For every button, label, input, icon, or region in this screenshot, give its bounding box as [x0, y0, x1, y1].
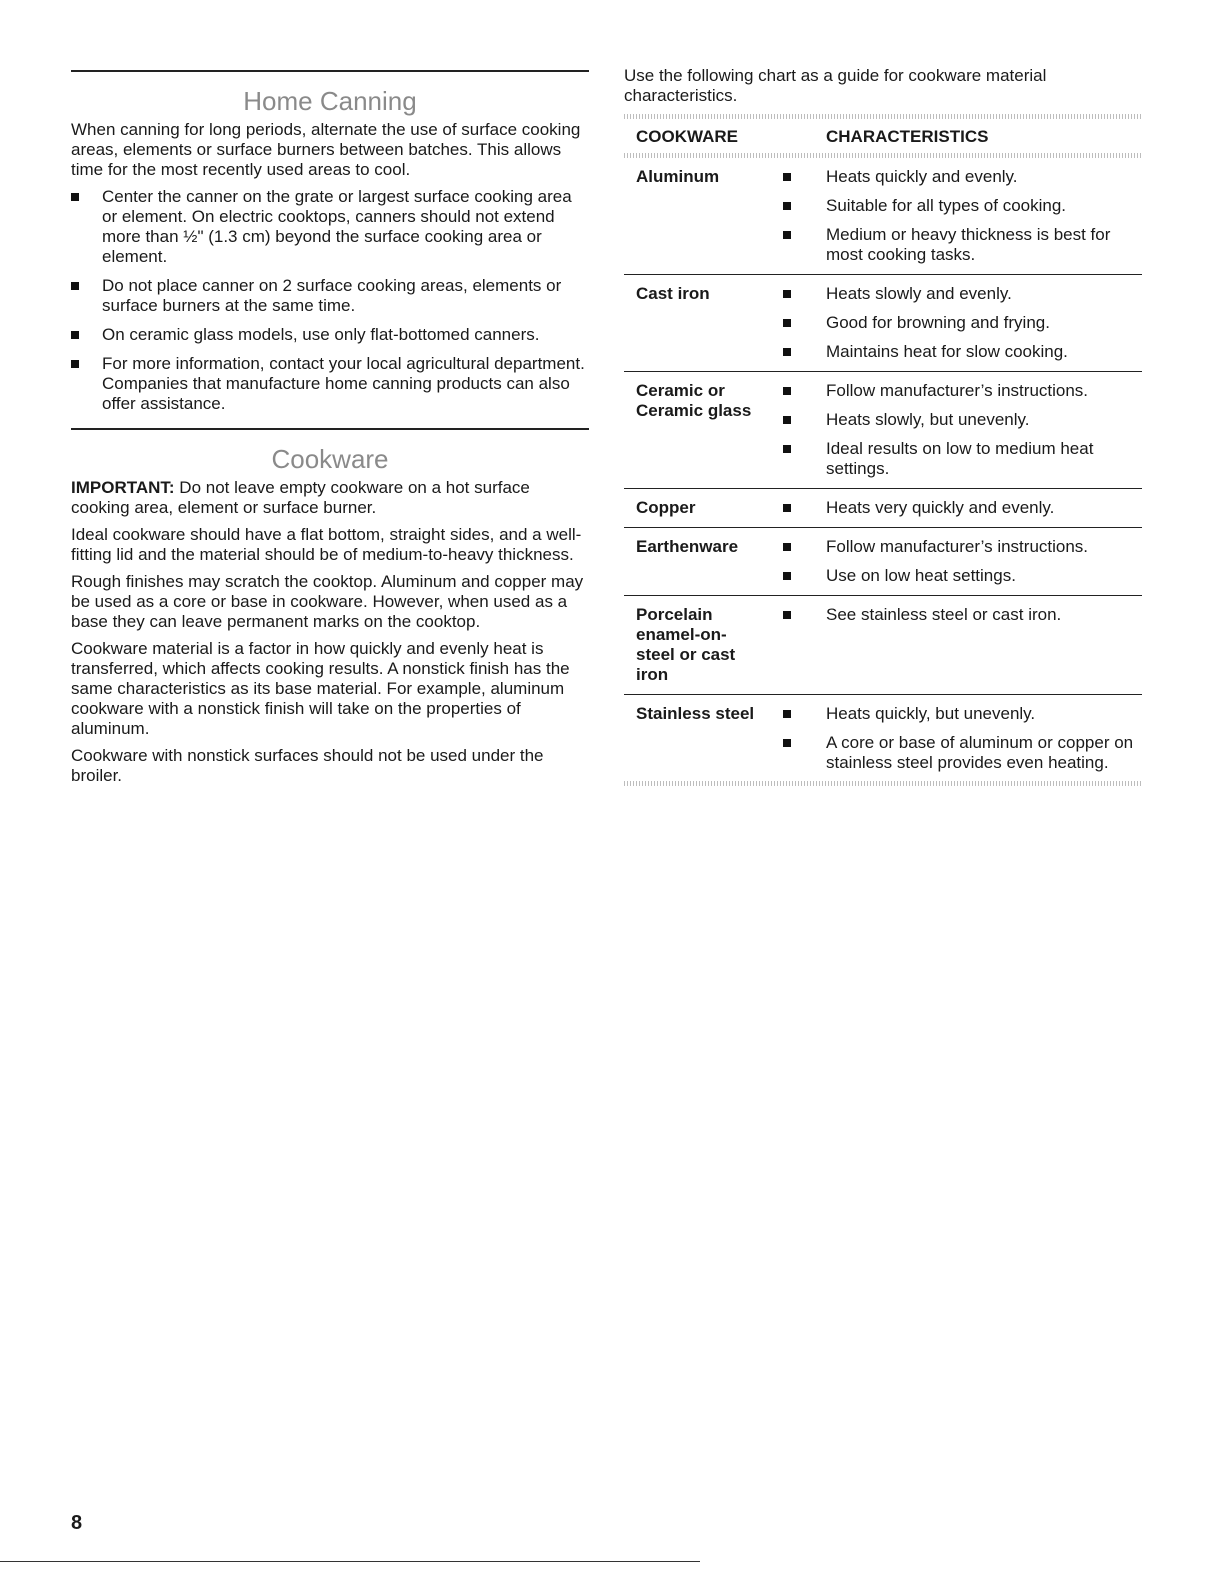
cookware-paragraph: Ideal cookware should have a flat bottom, straight sides, and a well-fitting lid and the material should be of medium-to-heavy thickness.: [71, 525, 582, 564]
list-item: [770, 196, 1142, 216]
table-row: [624, 372, 1142, 489]
list-item: [71, 325, 589, 345]
characteristic-text: A core or base of aluminum or copper on stainless steel provides even heating.: [826, 733, 1134, 772]
important-note: [71, 478, 589, 518]
section-divider: [71, 70, 589, 72]
material-name: Aluminum: [636, 167, 720, 186]
right-column: [624, 66, 1142, 786]
characteristic-text: Heats very quickly and evenly.: [826, 498, 1055, 517]
table-row: [624, 275, 1142, 372]
characteristic-text: Heats quickly, but unevenly.: [826, 704, 1036, 723]
list-item: [770, 439, 1142, 479]
bullet-square-icon: [71, 282, 79, 290]
characteristic-text: Heats slowly and evenly.: [826, 284, 1012, 303]
bullet-square-icon: [71, 360, 79, 368]
bullet-square-icon: [71, 331, 79, 339]
table-row: [624, 158, 1142, 275]
home-canning-intro: When canning for long periods, alternate the use of surface cooking areas, elements or surface burners between batches. This allows time for the most recently used areas to cool.: [71, 120, 581, 179]
characteristic-text: Heats slowly, but unevenly.: [826, 410, 1030, 429]
bullet-square-icon: [783, 445, 791, 453]
cookware-heading: Cookware: [271, 444, 389, 474]
list-item: [770, 704, 1142, 724]
material-name: Cast iron: [636, 284, 710, 303]
characteristic-text: See stainless steel or cast iron.: [826, 605, 1062, 624]
list-item: [770, 498, 1142, 518]
characteristic-text: Medium or heavy thickness is best for most cooking tasks.: [826, 225, 1111, 264]
bullet-text: Center the canner on the grate or largest surface cooking area or element. On electric cooktops, canners should not extend more than ½" (1.3 cm) beyond the surface cooking area or element.: [102, 187, 572, 266]
chart-header-row: [624, 119, 1142, 153]
characteristic-text: Heats quickly and evenly.: [826, 167, 1018, 186]
characteristics-list: [770, 498, 1142, 518]
section-divider: [71, 428, 589, 430]
list-item: [770, 313, 1142, 333]
material-name: Copper: [636, 498, 696, 517]
bullet-square-icon: [783, 416, 791, 424]
material-name: Ceramic or Ceramic glass: [636, 381, 752, 420]
chart-intro: Use the following chart as a guide for cookware material characteristics.: [624, 66, 1047, 105]
characteristic-text: Follow manufacturer’s instructions.: [826, 381, 1089, 400]
characteristics-list: [770, 284, 1142, 362]
list-item: [71, 276, 589, 316]
bullet-square-icon: [783, 739, 791, 747]
list-item: [770, 733, 1142, 773]
bullet-square-icon: [71, 193, 79, 201]
bullet-square-icon: [783, 572, 791, 580]
characteristics-list: [770, 704, 1142, 773]
material-name: Porcelain enamel-on-steel or cast iron: [636, 605, 736, 684]
characteristics-list: [770, 537, 1142, 586]
bullet-text: For more information, contact your local agricultural department. Companies that manufacture home canning products can also offer assistance.: [102, 354, 585, 413]
bullet-square-icon: [783, 504, 791, 512]
characteristic-text: Use on low heat settings.: [826, 566, 1016, 585]
list-item: [770, 605, 1142, 625]
list-item: [770, 167, 1142, 187]
list-item: [770, 537, 1142, 557]
characteristic-text: Good for browning and frying.: [826, 313, 1050, 332]
footer-rule: [0, 1561, 700, 1562]
header-cookware: COOKWARE: [636, 127, 738, 146]
list-item: [770, 284, 1142, 304]
cookware-paragraph: Rough finishes may scratch the cooktop. Aluminum and copper may be used as a core or base in cookware. However, when used as a base they can leave permanent marks on the cooktop.: [71, 572, 584, 631]
table-row: [624, 489, 1142, 528]
list-item: [71, 354, 589, 414]
home-canning-bullet-list: [71, 187, 589, 414]
material-name: Earthenware: [636, 537, 739, 556]
bullet-square-icon: [783, 710, 791, 718]
cookware-paragraph: Cookware material is a factor in how quickly and evenly heat is transferred, which affects cooking results. A nonstick finish has the same characteristics as its base material. For example, aluminum cookware with a nonstick finish will take on the properties of aluminum.: [71, 639, 570, 738]
list-item: [770, 566, 1142, 586]
bullet-square-icon: [783, 290, 791, 298]
characteristic-text: Maintains heat for slow cooking.: [826, 342, 1068, 361]
table-row: [624, 695, 1142, 781]
bullet-square-icon: [783, 543, 791, 551]
list-item: [770, 410, 1142, 430]
table-row: [624, 528, 1142, 596]
characteristics-list: [770, 167, 1142, 265]
list-item: [770, 225, 1142, 265]
bullet-square-icon: [783, 231, 791, 239]
bullet-square-icon: [783, 611, 791, 619]
bullet-square-icon: [783, 387, 791, 395]
left-column: [71, 70, 589, 793]
characteristic-text: Suitable for all types of cooking.: [826, 196, 1067, 215]
cookware-paragraph: Cookware with nonstick surfaces should not be used under the broiler.: [71, 746, 544, 785]
important-text: Do not leave empty cookware on a hot surface cooking area, element or surface burner.: [71, 478, 530, 517]
material-name: Stainless steel: [636, 704, 755, 723]
important-label: IMPORTANT:: [71, 478, 175, 497]
bullet-text: Do not place canner on 2 surface cooking areas, elements or surface burners at the same time.: [102, 276, 562, 315]
list-item: [770, 342, 1142, 362]
characteristics-list: [770, 605, 1142, 685]
table-row: [624, 596, 1142, 695]
chart-bottom-hatch: [624, 781, 1142, 786]
list-item: [770, 381, 1142, 401]
page-number: 8: [71, 1512, 83, 1534]
bullet-square-icon: [783, 173, 791, 181]
characteristic-text: Follow manufacturer’s instructions.: [826, 537, 1089, 556]
home-canning-heading: Home Canning: [243, 86, 417, 116]
bullet-square-icon: [783, 319, 791, 327]
bullet-text: On ceramic glass models, use only flat-bottomed canners.: [102, 325, 540, 344]
bullet-square-icon: [783, 348, 791, 356]
header-characteristics: CHARACTERISTICS: [826, 127, 989, 146]
characteristics-list: [770, 381, 1142, 479]
list-item: [71, 187, 589, 267]
characteristic-text: Ideal results on low to medium heat settings.: [826, 439, 1094, 478]
bullet-square-icon: [783, 202, 791, 210]
